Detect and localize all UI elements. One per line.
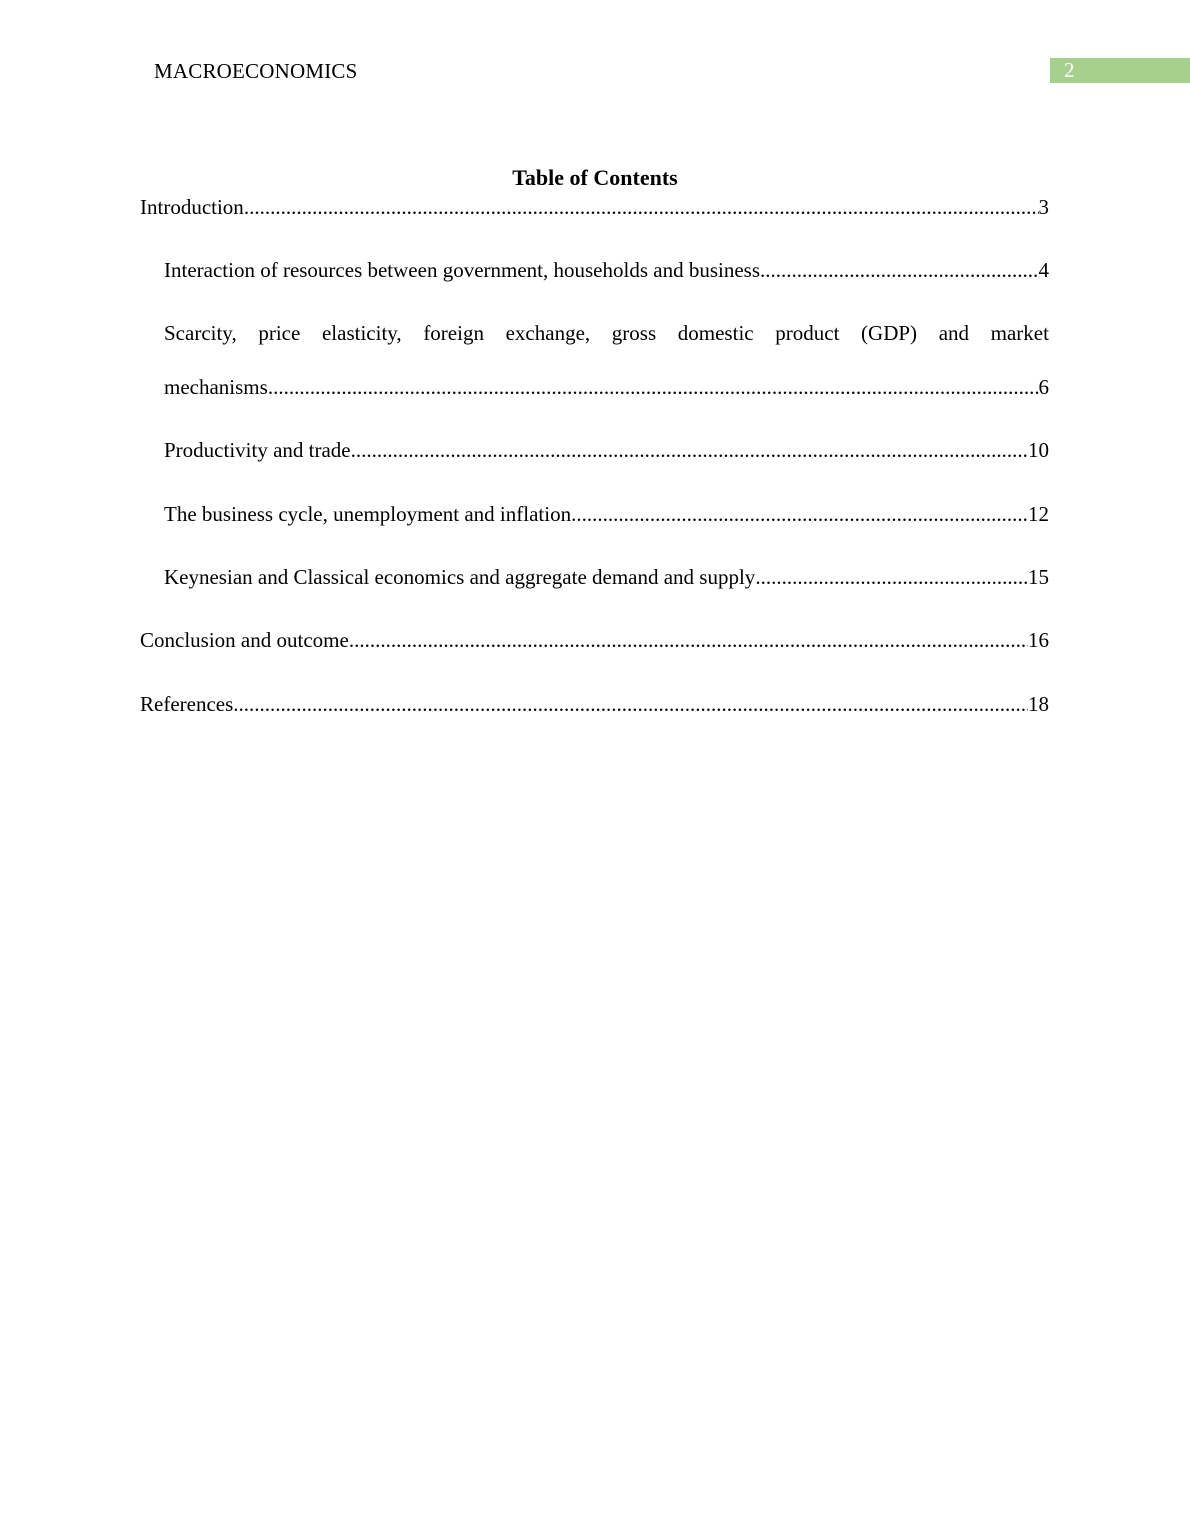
toc-word: market	[990, 321, 1049, 345]
toc-word: price	[258, 321, 301, 345]
toc-entry-page: 6	[1038, 375, 1049, 399]
page-number-badge	[1050, 58, 1190, 83]
toc-heading: Table of Contents	[512, 165, 678, 190]
toc-word: Scarcity,	[164, 321, 237, 345]
toc-entry-label: Conclusion and outcome	[140, 628, 349, 652]
toc-word: (GDP)	[861, 321, 918, 345]
toc-entry-label: References	[140, 692, 234, 716]
toc-entry-page: 4	[1038, 258, 1049, 282]
toc-entry-label: Keynesian and Classical economics and aggregate demand and supply	[164, 565, 756, 589]
toc-word: and	[938, 321, 970, 345]
toc-dot-leader	[351, 436, 1028, 464]
toc-dot-leader	[233, 690, 1028, 718]
toc-entry-introduction[interactable]	[140, 193, 1049, 221]
toc-entry-business-cycle[interactable]	[164, 500, 1049, 528]
toc-word: product	[775, 321, 840, 345]
page-number: 2	[1064, 58, 1075, 82]
toc-word: foreign	[423, 321, 484, 345]
toc-entry-label-line1	[164, 319, 1049, 347]
toc-entry-page: 3	[1038, 195, 1049, 219]
toc-dot-leader	[244, 193, 1039, 221]
toc-word: domestic	[677, 321, 754, 345]
toc-entry-label: The business cycle, unemployment and inflation	[164, 502, 572, 526]
toc-word: gross	[611, 321, 657, 345]
toc-word: exchange,	[505, 321, 591, 345]
toc-entry-page: 18	[1028, 692, 1049, 716]
toc-entry-page: 12	[1028, 502, 1049, 526]
toc-entry-label: mechanisms	[164, 375, 268, 399]
toc-entry-conclusion[interactable]	[140, 626, 1049, 654]
toc-dot-leader	[760, 256, 1039, 284]
toc-entry-label: Interaction of resources between government, households and business	[164, 258, 760, 282]
running-header-title: MACROECONOMICS	[154, 59, 358, 83]
toc-entry-label: Productivity and trade	[164, 438, 351, 462]
toc-entry-page: 16	[1028, 628, 1049, 652]
toc-entry-label-line2	[164, 373, 1049, 401]
toc-dot-leader	[268, 373, 1039, 401]
toc-entry-label: Introduction	[140, 195, 244, 219]
toc-entry-references[interactable]	[140, 690, 1049, 718]
toc-entry-productivity[interactable]	[164, 436, 1049, 464]
toc-word: elasticity,	[321, 321, 402, 345]
toc-dot-leader	[349, 626, 1028, 654]
toc-entry-keynesian[interactable]	[164, 563, 1049, 591]
toc-entry-interaction[interactable]	[164, 256, 1049, 284]
toc-dot-leader	[571, 500, 1028, 528]
toc-entry-page: 10	[1028, 438, 1049, 462]
toc-dot-leader	[755, 563, 1028, 591]
toc-entry-page: 15	[1028, 565, 1049, 589]
